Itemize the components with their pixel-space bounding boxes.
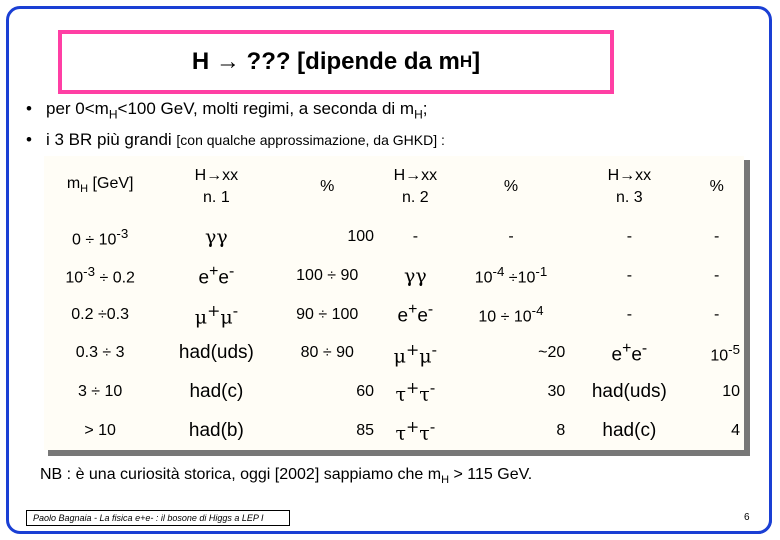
table-cell: 80 ÷ 90 bbox=[300, 344, 354, 362]
table-cell: ~20 bbox=[538, 344, 566, 362]
table-cell: > 10 bbox=[84, 421, 116, 439]
table-cell: $0 \div 10^{-3}$ bbox=[72, 225, 129, 248]
bullet-note: [con qualche approssimazione, da GHKD] : bbox=[176, 132, 445, 149]
table-header-row bbox=[44, 156, 744, 218]
bullet-sub: H bbox=[414, 107, 423, 122]
table-row bbox=[44, 334, 744, 373]
table-cell: $10^{-3} \div 0.2$ bbox=[65, 264, 135, 287]
slide-title bbox=[58, 30, 614, 94]
bullet-list bbox=[26, 96, 445, 153]
table-row bbox=[44, 257, 744, 296]
table-cell: $10^{-5}$ bbox=[710, 341, 740, 364]
table-cell: - bbox=[626, 305, 633, 323]
bullet-text: per 0<m bbox=[46, 99, 109, 118]
bullet-text: i 3 BR più grandi bbox=[46, 130, 177, 150]
table-cell: μ+μ- bbox=[194, 300, 239, 329]
table-cell: μ+μ- bbox=[393, 339, 438, 367]
table-cell: e+e- bbox=[397, 301, 434, 327]
br-table-container bbox=[44, 156, 746, 452]
header-cell: $m_H$ [GeV] bbox=[66, 175, 134, 196]
table-cell: 0.3 ÷ 3 bbox=[75, 344, 125, 362]
header-cell: % bbox=[503, 178, 519, 195]
table-cell: 0.2 ÷0.3 bbox=[71, 305, 129, 323]
table-cell: 85 bbox=[356, 421, 375, 439]
table-cell: had(uds) bbox=[591, 380, 667, 402]
table-cell: 60 bbox=[356, 382, 375, 400]
table-cell: $10^{-4} \div 10^{-1}$ bbox=[474, 264, 548, 287]
table-cell: 10 bbox=[722, 382, 740, 400]
table-cell: $10 \div 10^{-4}$ bbox=[478, 302, 544, 326]
table-cell: - bbox=[508, 228, 514, 246]
note-text: > 115 GeV. bbox=[449, 466, 533, 483]
header-cell: H→xx n. 1 bbox=[194, 167, 239, 206]
header-cell: H→xx n. 3 bbox=[607, 167, 652, 206]
header-cell: % bbox=[709, 178, 724, 195]
note-sub: H bbox=[441, 474, 450, 487]
table-cell: τ+τ- bbox=[395, 378, 436, 406]
title-main: H → ??? [dipende da m bbox=[191, 48, 460, 75]
br-table bbox=[44, 156, 744, 450]
footer-credit: Paolo Bagnaia - La fisica e+e- : il bosone di Higgs a LEP I bbox=[26, 510, 290, 526]
bullet-dot: • bbox=[26, 99, 32, 118]
table-cell: 90 ÷ 100 bbox=[296, 305, 359, 323]
table-cell: 8 bbox=[556, 421, 566, 439]
table-row bbox=[44, 411, 744, 450]
table-cell: 4 bbox=[731, 421, 740, 439]
table-cell: γγ bbox=[403, 264, 427, 287]
bullet-text: ; bbox=[422, 99, 428, 118]
table-cell: had(b) bbox=[188, 419, 244, 441]
table-cell: γγ bbox=[205, 226, 228, 249]
table-cell: 30 bbox=[547, 382, 566, 400]
header-cell: % bbox=[320, 178, 335, 195]
table-row bbox=[44, 218, 744, 257]
bullet-1 bbox=[26, 96, 445, 127]
table-cell: e+e- bbox=[611, 340, 648, 366]
table-cell: - bbox=[626, 266, 633, 284]
table-cell: had(c) bbox=[602, 419, 657, 441]
table-row bbox=[44, 295, 744, 334]
note-text: NB : è una curiosità storica, oggi [2002] sappiamo che m bbox=[40, 466, 442, 483]
bullet-sub: H bbox=[108, 107, 118, 122]
table-cell: - bbox=[714, 228, 720, 246]
table-cell: had(c) bbox=[189, 380, 244, 402]
table-cell: 100 bbox=[347, 228, 375, 246]
bullet-dot: • bbox=[26, 130, 32, 150]
table-cell: had(uds) bbox=[178, 342, 254, 364]
bullet-text: <100 GeV, molti regimi, a seconda di m bbox=[117, 99, 415, 118]
bullet-2 bbox=[26, 127, 445, 153]
table-cell: 100 ÷ 90 bbox=[296, 266, 359, 284]
table-cell: 3 ÷ 10 bbox=[77, 382, 123, 400]
table-cell: e+e- bbox=[198, 262, 235, 289]
table-cell: - bbox=[626, 228, 633, 246]
header-cell: H→xx n. 2 bbox=[393, 167, 438, 206]
table-cell: - bbox=[714, 305, 720, 323]
table-cell: - bbox=[714, 266, 720, 284]
page-number: 6 bbox=[744, 512, 750, 523]
table-row bbox=[44, 373, 744, 412]
title-close: ] bbox=[472, 48, 481, 75]
table-cell: τ+τ- bbox=[395, 416, 436, 445]
historical-note bbox=[40, 466, 532, 486]
title-sub: H bbox=[459, 52, 473, 71]
table-cell: - bbox=[412, 228, 419, 246]
